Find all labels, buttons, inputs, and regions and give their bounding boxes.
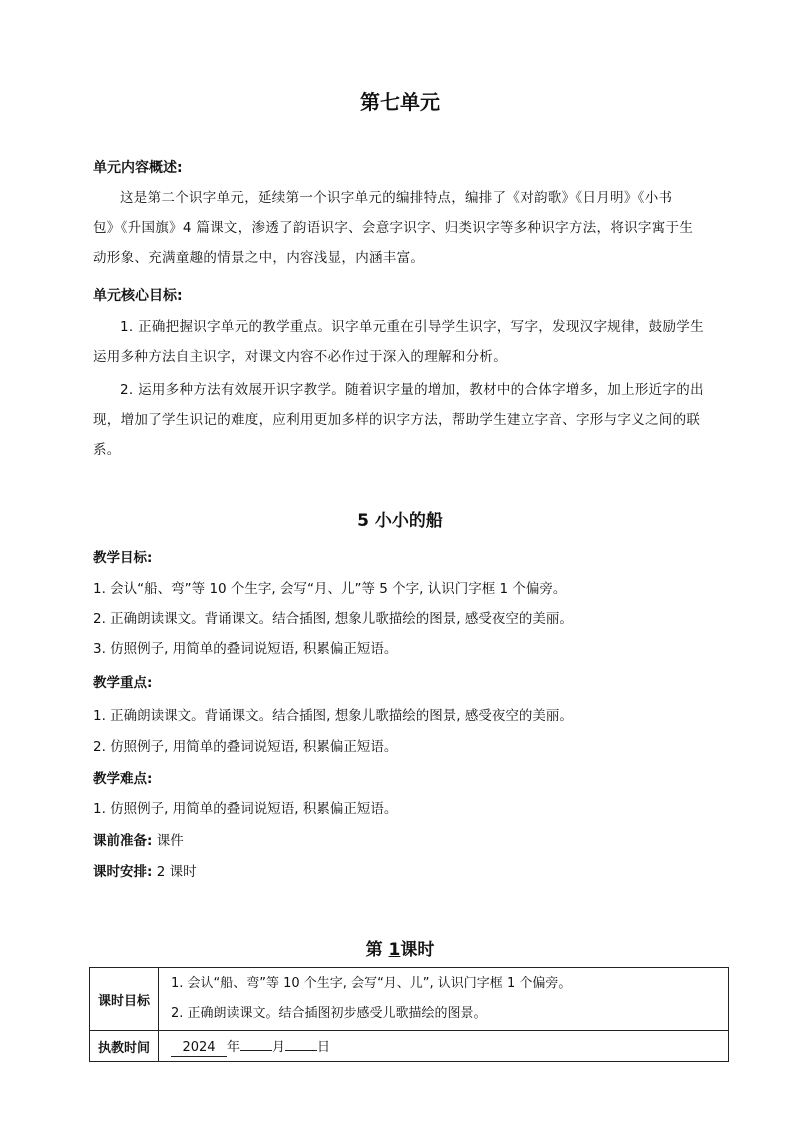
lesson-title: 5 小小的船 [357,511,443,531]
goal2-line-2: 现，增加了学生识记的难度，应利用更加多样的识字方法，帮助学生建立字音、字形与字义之间的联 [93,412,701,428]
month-unit: 月 [272,1039,286,1055]
period-objectives-cell [159,968,729,1031]
overview-line-3: 动形象、充满童趣的情景之中，内容浅显，内涵丰富。 [93,250,425,266]
schedule-row [93,860,197,880]
objective-3: 3. 仿照例子, 用简单的叠词说短语, 积累偏正短语。 [93,641,398,657]
difficulty-1: 1. 仿照例子, 用简单的叠词说短语, 积累偏正短语。 [93,801,398,817]
prep-value: 课件 [156,833,184,849]
period-table [89,967,729,1062]
goal1-line-2: 运用多种方法自主识字，对课文内容不必作过于深入的理解和分析。 [93,349,507,365]
year-field[interactable]: 2024 [171,1040,227,1057]
period-title [0,935,800,960]
period-objectives-row [90,968,729,1031]
schedule-value: 2 课时 [156,864,197,880]
difficulties-heading: 教学难点: [93,771,153,787]
goal1-line-1: 1. 正确把握识字单元的教学重点。识字单元重在引导学生识字，写字，发现汉字规律，鼓励学生 [120,319,704,335]
overview-heading: 单元内容概述: [93,160,183,176]
objective-1: 1. 会认“船、弯”等 10 个生字, 会写“月、儿”等 5 个字, 认识门字框 1 个偏旁。 [93,581,567,597]
schedule-label: 课时安排: [93,864,153,880]
period-title-prefix: 第 [365,940,389,960]
objective-2: 2. 正确朗读课文。背诵课文。结合插图, 想象儿歌描绘的图景, 感受夜空的美丽。 [93,611,573,627]
unit-title: 第七单元 [360,90,440,114]
goal2-line-3: 系。 [93,442,121,458]
keypoints-heading: 教学重点: [93,675,153,691]
year-unit: 年 [227,1039,241,1055]
goal2-line-1: 2. 运用多种方法有效展开识字教学。随着识字量的增加，教材中的合体字增多，加上形近字的出 [120,382,704,398]
period-objectives-label: 课时目标 [90,968,159,1031]
period-time-row [90,1031,729,1062]
month-field[interactable] [240,1050,272,1051]
prep-label: 课前准备: [93,833,153,849]
period-objective-1: 1. 会认“船、弯”等 10 个生字, 会写“月、儿”, 认识门字框 1 个偏旁。 [171,976,572,991]
prep-row [93,829,184,849]
goals-heading: 单元核心目标: [93,288,183,304]
period-time-cell [159,1031,729,1062]
period-title-suffix: 课时 [400,940,435,960]
keypoint-2: 2. 仿照例子, 用简单的叠词说短语, 积累偏正短语。 [93,739,398,755]
overview-line-2: 包》《升国旗》4 篇课文，渗透了韵语识字、会意字识字、归类识字等多种识字方法，将识字寓于生 [93,220,694,236]
overview-line-1: 这是第二个识字单元，延续第一个识字单元的编排特点，编排了《对韵歌》《日月明》《小书 [120,190,673,206]
keypoint-1: 1. 正确朗读课文。背诵课文。结合插图, 想象儿歌描绘的图景, 感受夜空的美丽。 [93,708,573,724]
period-objective-2: 2. 正确朗读课文。结合插图初步感受儿歌描绘的图景。 [171,1006,487,1021]
objectives-heading: 教学目标: [93,550,153,566]
period-number: 1 [388,940,401,960]
period-time-label: 执教时间 [90,1031,159,1062]
day-field[interactable] [285,1050,317,1051]
day-unit: 日 [317,1039,331,1055]
